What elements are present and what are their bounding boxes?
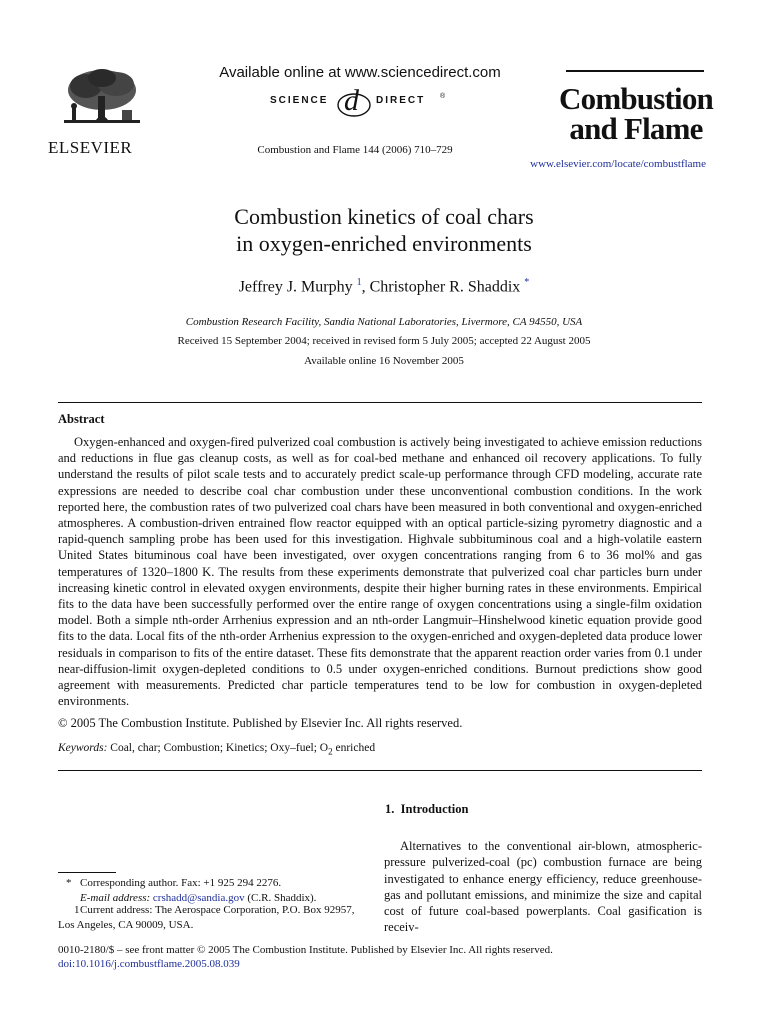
author-separator: , (361, 278, 370, 296)
journal-title-line1: Combustion (559, 81, 713, 116)
sciencedirect-right-word: DIRECT (376, 95, 426, 106)
sciencedirect-ring-icon (336, 88, 372, 118)
keywords-suffix: enriched (332, 742, 376, 754)
author-shaddix: Christopher R. Shaddix (369, 278, 521, 296)
keywords-label: Keywords: (58, 742, 108, 754)
available-online-date: Available online 16 November 2005 (304, 355, 464, 367)
journal-title-line2: and Flame (569, 111, 703, 146)
sciencedirect-logo (210, 86, 510, 120)
footnote2-mark: 1 (74, 904, 80, 916)
author-murphy: Jeffrey J. Murphy (238, 278, 353, 296)
sciencedirect-d-mark-icon: d (344, 84, 359, 117)
footnote1-email-link[interactable]: crshadd@sandia.gov (152, 891, 245, 904)
journal-citation: Combustion and Flame 144 (2006) 710–729 (257, 144, 453, 156)
footnote-current-address (58, 903, 368, 932)
journal-title (546, 81, 726, 146)
abstract-text: Oxygen-enhanced and oxygen-fired pulverized coal combustion is actively being investigated to achieve emission reductions and reductions in flue gas cleanup costs, as well as for coal-bed methane and enhanced oil recovery applications. To fully understand the results of pilot scale tests and to accurately predict scale-up performance through CFD modeling, accurate rate expressions are needed to describe coal char combustion under these unconventional combustion conditions. In the work reported here, the combustion rates of two pulverized coal chars have been measured in both conventional and oxygen-enriched atmospheres. A combustion-driven entrained flow reactor equipped with an optical particle-sizing pyrometry diagnostic and a rapid-quench sampling probe has been used for this investigation. Highvale subbituminous coal and a high-volatile eastern United States bituminous coal have been investigated, over oxygen concentrations ranging from 6 to 36 mol% and gas temperatures of 1320–1800 K. The results from these experiments demonstrate that pulverized coal char particles burn under increasing kinetic control in elevated oxygen environments, despite their higher burning rates in these environments. Empirical fits to the data have been successfully performed over the entire range of oxygen concentrations using a single-film oxidation model. Both a simple nth-order Arrhenius expression and an nth-order Langmuir–Hinshelwood kinetic equation provide good fits to the data. Local fits of the nth-order Arrhenius expression to the oxygen-enriched and oxygen-depleted data produce lower residuals in comparison to fits of the entire dataset. These fits demonstrate that the apparent reaction order varies from 0.1 under near-diffusion-limit oxygen-depleted conditions to 0.5 under oxygen-enriched conditions. Burnout predictions show good agreement with measurements. Predicted char particle temperatures tend to be low for combustion in oxygen-depleted environments. (58, 435, 702, 709)
footnote1-email-label: E-mail address: (80, 891, 151, 904)
footnote-corresponding-author (58, 876, 368, 905)
article-title-line1: Combustion kinetics of coal chars (234, 204, 534, 229)
keywords (58, 742, 375, 756)
footnote1-mark: * (66, 877, 72, 889)
keywords-subscript: 2 (328, 746, 333, 757)
available-online-line: Available online at www.sciencedirect.com (219, 64, 501, 81)
abstract-top-rule (58, 402, 702, 403)
introduction-heading: 1. Introduction (385, 802, 469, 816)
keywords-text: Coal, char; Combustion; Kinetics; Oxy–fuel; O (110, 742, 329, 754)
journal-url-link[interactable]: www.elsevier.com/locate/combustflame (530, 158, 706, 170)
abstract-copyright: © 2005 The Combustion Institute. Published by Elsevier Inc. All rights reserved. (58, 716, 463, 730)
footnote2-text: Current address: The Aerospace Corporation, P.O. Box 92957, Los Angeles, CA 90009, USA. (58, 904, 355, 931)
abstract-bottom-rule (58, 770, 702, 771)
footnote1-line1: Corresponding author. Fax: +1 925 294 2276. (80, 877, 282, 889)
author-shaddix-footnote-link[interactable]: * (524, 277, 530, 288)
author-murphy-footnote-link[interactable]: 1 (356, 277, 362, 288)
sciencedirect-registered-mark: ® (440, 93, 446, 100)
front-matter-line: 0010-2180/$ – see front matter © 2005 The Combustion Institute. Published by Elsevier Inc. All rights reserved. (58, 944, 553, 956)
footnote1-email-suffix: (C.R. Shaddix). (244, 891, 317, 904)
author-list (150, 277, 618, 296)
affiliation: Combustion Research Facility, Sandia National Laboratories, Livermore, CA 94550, USA (185, 316, 583, 328)
publisher-name: ELSEVIER (48, 138, 133, 157)
article-title-line2: in oxygen-enriched environments (236, 231, 532, 256)
abstract-heading: Abstract (58, 412, 105, 426)
article-dates: Received 15 September 2004; received in revised form 5 July 2005; accepted 22 August 2005 (177, 335, 591, 347)
doi-link[interactable]: doi:10.1016/j.combustflame.2005.08.039 (58, 958, 240, 970)
footnote-rule (58, 872, 116, 873)
elsevier-tree-logo-icon (56, 66, 148, 130)
introduction-text: Alternatives to the conventional air-blown, atmospheric-pressure pulverized-coal (pc) combustion furnace are being investigated to enhance energy efficiency, reduce greenhouse-gas and pollutant emissions, and minimize the size and capital cost of future coal-based powerplants. Coal gasification is receiv- (384, 839, 702, 935)
sciencedirect-left-word: SCIENCE (270, 95, 329, 106)
journal-title-rule (566, 70, 704, 72)
article-title (150, 203, 618, 257)
